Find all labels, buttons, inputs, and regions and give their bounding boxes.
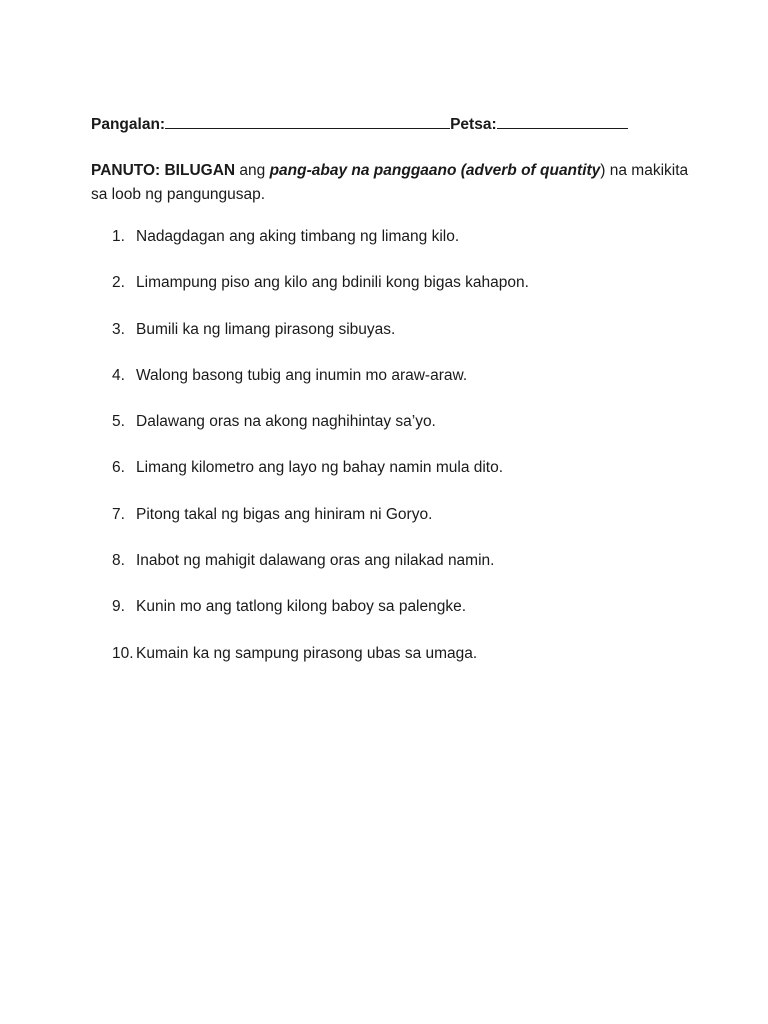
list-item xyxy=(112,598,529,644)
list-item xyxy=(112,274,529,320)
sentence-list xyxy=(112,228,529,691)
list-item xyxy=(112,228,529,274)
list-item xyxy=(112,367,529,413)
item-text: Limampung piso ang kilo ang bdinili kong bigas kahapon. xyxy=(136,274,529,292)
item-number: 6. xyxy=(112,459,125,477)
item-number: 7. xyxy=(112,505,125,523)
item-text: Kumain ka ng sampung pirasong ubas sa umaga. xyxy=(136,644,478,662)
item-text: Pitong takal ng bigas ang hiniram ni Goryo. xyxy=(136,505,433,523)
item-text: Limang kilometro ang layo ng bahay namin mula dito. xyxy=(136,459,504,477)
item-number: 1. xyxy=(112,228,125,245)
list-item xyxy=(112,645,529,691)
item-number: 2. xyxy=(112,274,125,292)
date-label: Petsa: xyxy=(450,116,497,133)
item-text: Dalawang oras na akong naghihintay sa’yo. xyxy=(136,413,436,431)
list-item xyxy=(112,506,529,552)
item-text: Nadagdagan ang aking timbang ng limang kilo. xyxy=(136,228,460,245)
item-number: 10. xyxy=(112,644,134,662)
item-number: 3. xyxy=(112,320,125,338)
instructions-lead: PANUTO: BILUGAN xyxy=(91,162,236,179)
date-blank-line[interactable] xyxy=(497,114,628,129)
item-number: 5. xyxy=(112,413,125,431)
list-item xyxy=(112,321,529,367)
item-number: 9. xyxy=(112,598,125,616)
header-line xyxy=(91,114,628,134)
item-text: Walong basong tubig ang inumin mo araw-araw. xyxy=(136,366,468,384)
list-item xyxy=(112,552,529,598)
item-text: Bumili ka ng limang pirasong sibuyas. xyxy=(136,320,396,338)
instructions-text-2: ) na makikita sa loob ng pangungusap. xyxy=(91,162,689,203)
list-item xyxy=(112,459,529,505)
list-item xyxy=(112,413,529,459)
instructions xyxy=(91,159,691,207)
instructions-emphasis: pang-abay na panggaano (adverb of quantity xyxy=(269,162,601,179)
instructions-text-1: ang xyxy=(235,162,270,179)
name-blank-line[interactable] xyxy=(165,114,450,129)
item-number: 8. xyxy=(112,552,125,570)
item-text: Inabot ng mahigit dalawang oras ang nilakad namin. xyxy=(136,552,495,570)
item-number: 4. xyxy=(112,366,125,384)
name-label: Pangalan: xyxy=(91,116,166,133)
item-text: Kunin mo ang tatlong kilong baboy sa palengke. xyxy=(136,598,467,616)
